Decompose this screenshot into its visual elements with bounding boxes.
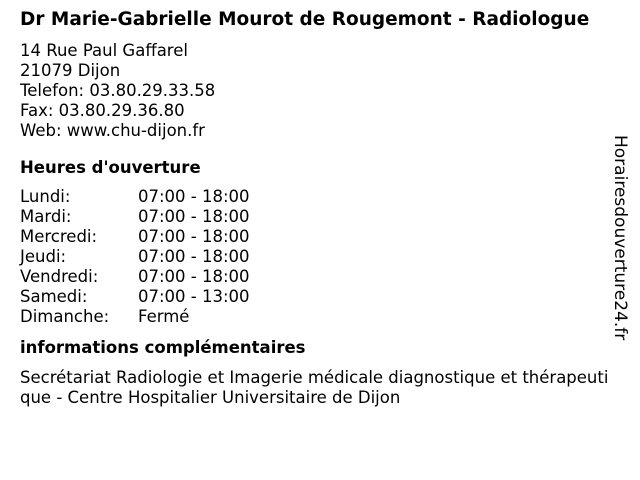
time-range: 07:00 - 18:00 [138,187,250,206]
time-range: 07:00 - 18:00 [138,267,250,286]
time-range: 07:00 - 18:00 [138,227,250,246]
hours-row-monday [20,187,610,207]
day-label: Dimanche: [20,307,110,326]
business-card [20,8,610,408]
info-heading: informations complémentaires [20,338,306,357]
day-label: Jeudi: [20,247,67,266]
page-title: Dr Marie-Gabrielle Mourot de Rougemont - Radiologue [20,9,590,30]
day-label: Samedi: [20,287,88,306]
hours-row-wednesday [20,227,610,247]
day-label: Mercredi: [20,227,98,246]
opening-hours-list [20,187,610,327]
time-range: 07:00 - 18:00 [138,207,250,226]
phone-number: Telefon: 03.80.29.33.58 [20,81,216,100]
hours-heading: Heures d'ouverture [20,158,201,177]
fax-number: Fax: 03.80.29.36.80 [20,101,185,120]
address-block [20,41,610,141]
day-label: Lundi: [20,187,71,206]
time-range: 07:00 - 13:00 [138,287,250,306]
site-watermark: Horairesdouverture24.fr [610,135,630,341]
city: 21079 Dijon [20,61,121,80]
time-range: 07:00 - 18:00 [138,247,250,266]
hours-row-saturday [20,287,610,307]
hours-row-friday [20,267,610,287]
hours-row-thursday [20,247,610,267]
day-label: Vendredi: [20,267,99,286]
website: Web: www.chu-dijon.fr [20,121,205,140]
street-address: 14 Rue Paul Gaffarel [20,41,188,60]
hours-row-tuesday [20,207,610,227]
day-label: Mardi: [20,207,72,226]
hours-row-sunday [20,307,610,327]
time-range: Fermé [138,307,190,326]
info-text: Secrétariat Radiologie et Imagerie médicale diagnostique et thérapeutique - Centre Hospitalier Universitaire de Dijon [20,368,609,407]
